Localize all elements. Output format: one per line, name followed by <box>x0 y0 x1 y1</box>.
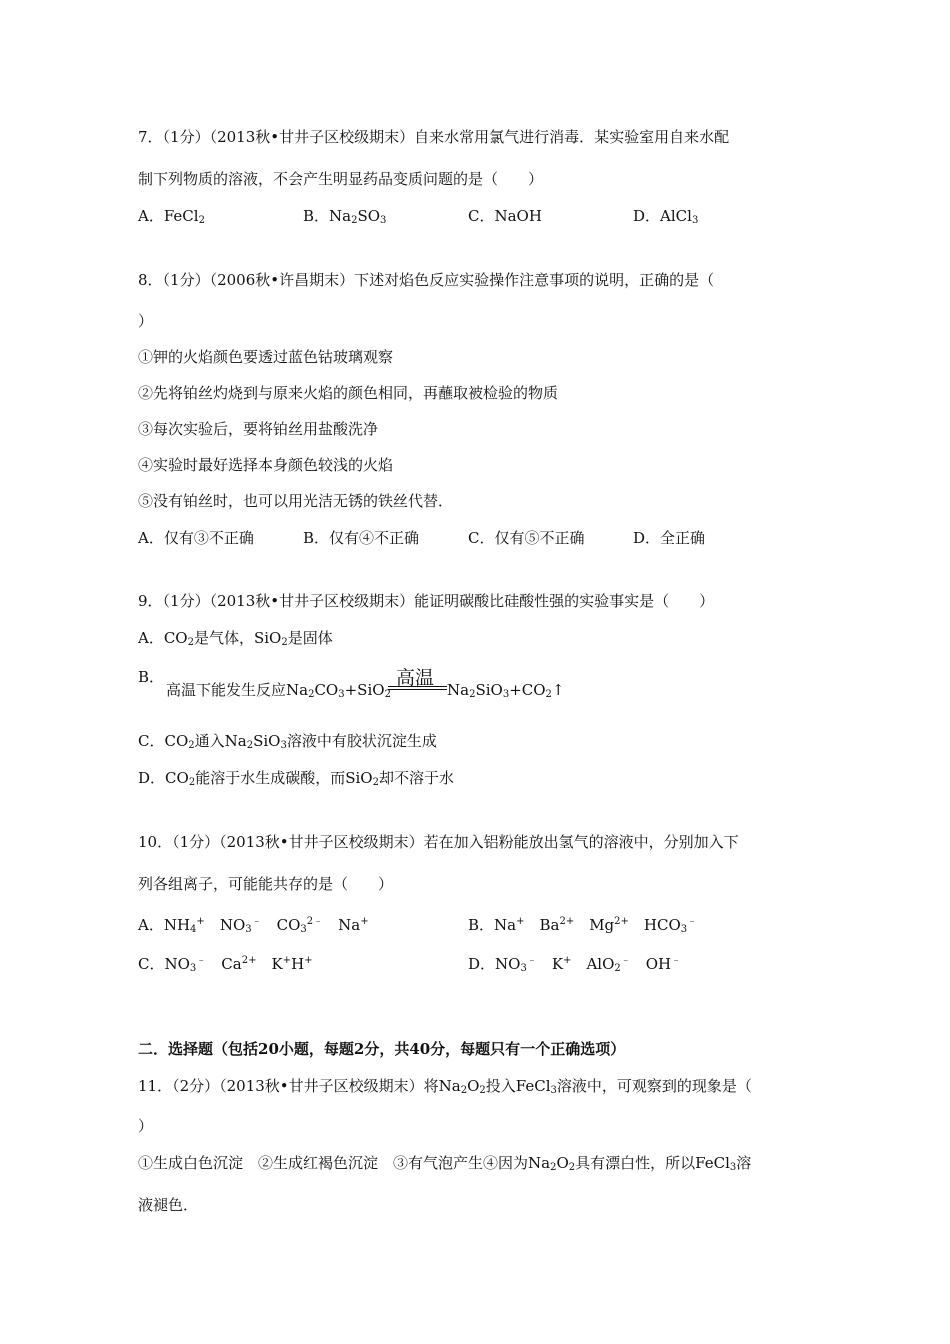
q7-option-b[interactable]: B．$Na_2SO_3$ <box>303 207 387 226</box>
q9-option-d[interactable]: D．$CO_2$能溶于水生成碳酸，而SiO$_2$却不溶于水 <box>138 769 454 788</box>
q10-stem-line1: 10．（1分）（2013秋•甘井子区校级期末）若在加入铝粉能放出氢气的溶液中，分别加入下 <box>138 833 739 851</box>
q8-item-1: ①钾的火焰颜色要透过蓝色钴玻璃观察 <box>138 348 394 366</box>
q8-item-2: ②先将铂丝灼烧到与原来火焰的颜色相同，再蘸取被检验的物质 <box>138 384 559 402</box>
q9-option-b-text-right[interactable]: $Na_2SiO_3+CO_2↑$ <box>447 681 565 700</box>
q10-option-d[interactable]: D．$NO_3^﹣$ K+ AlO$_2$﹣ OH﹣ <box>468 955 682 974</box>
q9-option-b-text-left[interactable]: 高温下能发生反应$Na_2CO_3+SiO_2$ <box>166 681 391 700</box>
q9-stem: 9．（1分）（2013秋•甘井子区校级期末）能证明碳酸比硅酸性强的实验事实是（ ） <box>138 592 715 610</box>
q8-stem-line2: ） <box>138 312 154 330</box>
q8-option-a[interactable]: A．仅有③不正确 <box>138 529 254 547</box>
q8-option-c[interactable]: C．仅有⑤不正确 <box>468 529 585 547</box>
q11-stem-line2: ） <box>138 1117 154 1135</box>
q8-item-4: ④实验时最好选择本身颜色较浅的火焰 <box>138 456 394 474</box>
q7-option-a[interactable]: A．FeCl$_2$ <box>138 207 205 226</box>
q7-stem-line1: 7．（1分）（2013秋•甘井子区校级期末）自来水常用氯气进行消毒．某实验室用自来水配 <box>138 128 730 146</box>
q7-option-c[interactable]: C．NaOH <box>468 207 542 225</box>
q8-stem-line1: 8．（1分）（2006秋•许昌期末）下述对焰色反应实验操作注意事项的说明，正确的是（ <box>138 271 715 289</box>
section-2-heading: 二．选择题（包括20小题，每题2分，共40分，每题只有一个正确选项） <box>138 1040 626 1058</box>
q9-reaction-condition: 高温 <box>396 667 435 689</box>
q7-stem-line2: 制下列物质的溶液，不会产生明显药品变质问题的是（ ） <box>138 170 544 188</box>
q8-item-3: ③每次实验后，要将铂丝用盐酸洗净 <box>138 420 379 438</box>
q11-items-line1: ①生成白色沉淀 ②生成红褐色沉淀 ③有气泡产生④因为$Na_2O_2$具有漂白性，所以FeCl$_3$溶 <box>138 1154 752 1173</box>
q11-stem-line1: 11．（2分）（2013秋•甘井子区校级期末）将$Na_2O_2$投入FeCl$_3$溶液中，可观察到的现象是（ <box>138 1077 752 1096</box>
q11-items-line2: 液褪色． <box>138 1196 199 1214</box>
q9-equals-sign <box>388 686 447 690</box>
q7-option-d[interactable]: D．AlCl$_3$ <box>633 207 699 226</box>
q8-item-5: ⑤没有铂丝时，也可以用光洁无锈的铁丝代替． <box>138 492 454 510</box>
q8-option-b[interactable]: B．仅有④不正确 <box>303 529 420 547</box>
q10-option-a[interactable]: A．$NH_4^+$ $NO_3^﹣$ $CO_3^{2﹣}$ Na+ <box>138 916 369 935</box>
q10-option-b[interactable]: B．Na+ $Ba^{2+}$ $Mg^{2+}$ $HCO_3^﹣$ <box>468 916 698 935</box>
q9-option-a[interactable]: A．$CO_2$是气体，SiO$_2$是固体 <box>138 629 333 648</box>
q9-option-c[interactable]: C．$CO_2$通入$Na_2SiO_3$溶液中有胶状沉淀生成 <box>138 732 437 751</box>
gas-arrow-icon: ↑ <box>551 681 565 699</box>
q9-option-b-label[interactable]: B． <box>138 668 165 686</box>
q8-option-d[interactable]: D．全正确 <box>633 529 706 547</box>
q10-option-c[interactable]: C．$NO_3^﹣$ $Ca^{2+}$ K+H+ <box>138 955 313 974</box>
q10-stem-line2: 列各组离子，可能能共存的是（ ） <box>138 875 394 893</box>
